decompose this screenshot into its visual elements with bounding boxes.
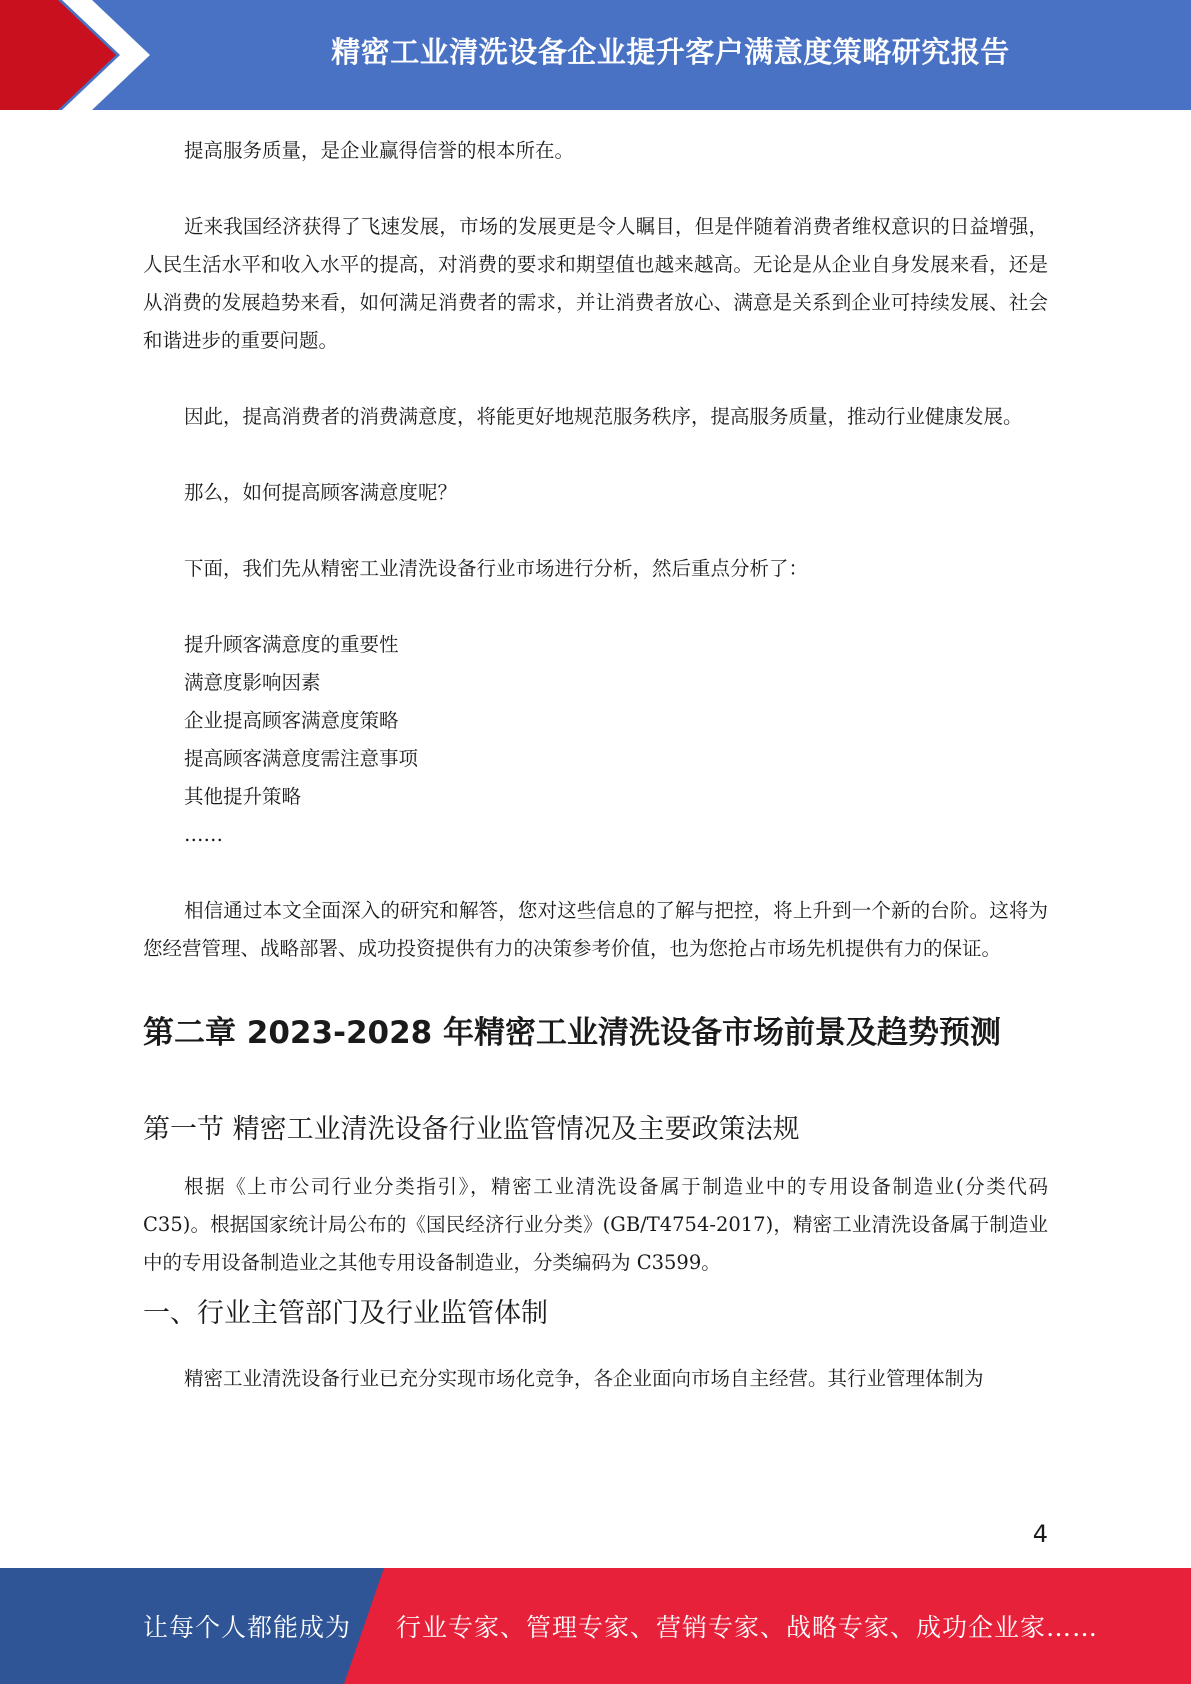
- chapter-heading: 第二章 2023-2028 年精密工业清洗设备市场前景及趋势预测: [143, 1015, 1002, 1051]
- list-item: 企业提高顾客满意度策略: [184, 709, 399, 732]
- paragraph-2: 近来我国经济获得了飞速发展，市场的发展更是令人瞩目，但是伴随着消费者维权意识的日益增强，人民生活水平和收入水平的提高，对消费的要求和期望值也越来越高。无论是从企业自身发展来看，还是从消费的发展趋势来看，如何满足消费者的需求，并让消费者放心、满意是关系到企业可持续发展、社会和谐进步的重要问题。: [143, 215, 1048, 352]
- footer-slogan-left: 让每个人都能成为: [143, 1613, 352, 1642]
- page-number: 4: [1032, 1520, 1048, 1548]
- topic-list: [143, 626, 1048, 854]
- header-arrow-icon: [0, 0, 150, 110]
- list-item: 提升顾客满意度的重要性: [184, 633, 399, 656]
- footer-slogan-right: 行业专家、管理专家、营销专家、战略专家、成功企业家……: [396, 1613, 1099, 1642]
- paragraph-5: 下面，我们先从精密工业清洗设备行业市场进行分析，然后重点分析了：: [184, 557, 809, 580]
- list-item: 其他提升策略: [184, 785, 302, 808]
- paragraph-3: 因此，提高消费者的消费满意度，将能更好地规范服务秩序，提高服务质量，推动行业健康发展。: [184, 405, 1023, 428]
- report-title: 精密工业清洗设备企业提升客户满意度策略研究报告: [331, 34, 1010, 69]
- paragraph-1: 提高服务质量，是企业赢得信誉的根本所在。: [184, 139, 575, 162]
- list-item: ……: [184, 823, 223, 846]
- page-content: [143, 132, 1048, 1398]
- footer-band: [0, 1568, 1191, 1684]
- section-heading-1: 第一节 精密工业清洗设备行业监管情况及主要政策法规: [143, 1114, 800, 1145]
- list-item: 满意度影响因素: [184, 671, 321, 694]
- header-band: [0, 0, 1191, 110]
- paragraph-6: 相信通过本文全面深入的研究和解答，您对这些信息的了解与把控，将上升到一个新的台阶。这将为您经营管理、战略部署、成功投资提供有力的决策参考价值，也为您抢占市场先机提供有力的保证。: [143, 899, 1048, 960]
- paragraph-4: 那么，如何提高顾客满意度呢？: [184, 481, 458, 504]
- paragraph-8: 精密工业清洗设备行业已充分实现市场化竞争，各企业面向市场自主经营。其行业管理体制为: [184, 1367, 984, 1390]
- section-heading-2: 一、行业主管部门及行业监管体制: [143, 1298, 548, 1329]
- paragraph-7: 根据《上市公司行业分类指引》，精密工业清洗设备属于制造业中的专用设备制造业(分类代码 C35)。根据国家统计局公布的《国民经济行业分类》(GB/T4754-2017)，精密工业清洗设备属于制造业中的专用设备制造业之其他专用设备制造业，分类编码为 C3599。: [143, 1175, 1048, 1274]
- list-item: 提高顾客满意度需注意事项: [184, 747, 419, 770]
